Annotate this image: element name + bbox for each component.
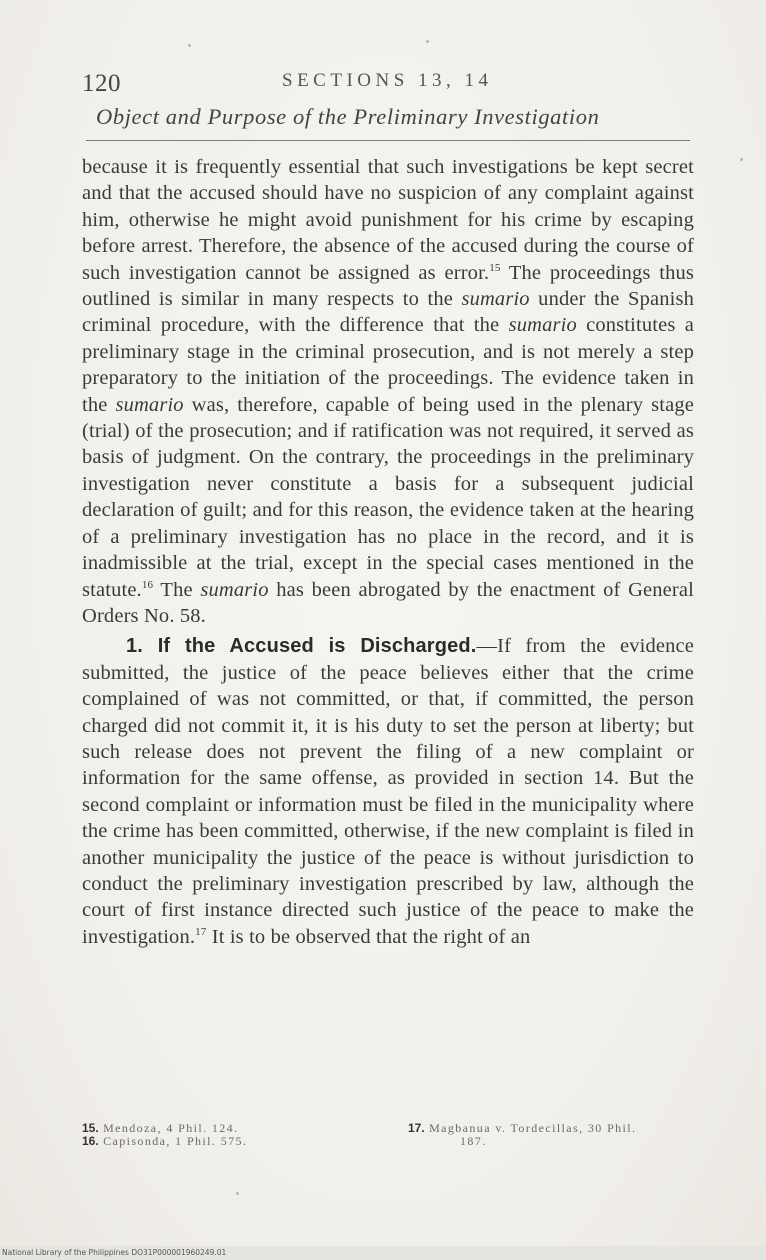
header-rule bbox=[86, 140, 690, 141]
paper-speck bbox=[740, 158, 743, 161]
body-text bbox=[82, 154, 694, 950]
text-run: constitutes a preliminary stage in the criminal prosecution, and is not merely a step preparatory to the initiation of the proceedings. The evidence taken in the bbox=[82, 314, 694, 416]
italic-term: sumario bbox=[115, 393, 184, 416]
footnote bbox=[82, 1135, 247, 1148]
footnote bbox=[408, 1122, 636, 1135]
footnote-text: Mendoza, 4 Phil. 124. bbox=[98, 1121, 239, 1135]
paper-speck bbox=[188, 44, 191, 47]
section-heading: 1. If the Accused is Discharged. bbox=[126, 635, 477, 658]
paper-speck bbox=[236, 1192, 239, 1195]
text-run: under the Spanish criminal procedure, with the difference that the bbox=[82, 288, 694, 337]
paragraph bbox=[82, 154, 694, 629]
page-number: 120 bbox=[82, 70, 121, 97]
paper-speck bbox=[426, 40, 429, 43]
footnote-ref: 15 bbox=[489, 261, 501, 274]
text-run: The bbox=[153, 578, 201, 601]
footnotes-right-column bbox=[408, 1122, 636, 1148]
footnote-ref: 16 bbox=[141, 578, 154, 591]
footnote-text: Capisonda, 1 Phil. 575. bbox=[98, 1134, 248, 1148]
text-run: —If from the evidence submitted, the justice of the peace believes either that the crime complained of was not committed, or that, if committed, the person charged did not commit it, it is his duty to set the person at liberty; but such release does not prevent the filing of a new complaint or information for the same offense, as provided in section 14. But the second complaint or information must be filed in the municipality where the crime has been committed, otherwise, if the new complaint is filed in another municipality the justice of the peace is without jurisdiction to conduct the preliminary investigation prescribed by law, although the court of first instance directed such justice of the peace to make the investigation. bbox=[82, 635, 694, 948]
italic-term: sumario bbox=[508, 314, 577, 337]
running-head: SECTIONS 13, 14 bbox=[282, 70, 493, 91]
section-subtitle: Object and Purpose of the Preliminary Investigation bbox=[96, 104, 600, 129]
italic-term: sumario bbox=[200, 578, 269, 601]
paragraph bbox=[82, 633, 694, 950]
text-run: because it is frequently essential that such investigations be kept secret and that the accused should have no suspicion of any complaint against him, otherwise he might avoid punishment for his crime by escaping before arrest. Therefore, the absence of the accused during the course of such investigation cannot be assigned as error. bbox=[82, 156, 694, 284]
page-header bbox=[82, 66, 682, 100]
footnote-number: 16. bbox=[82, 1134, 99, 1148]
footnote-continuation: 187. bbox=[460, 1134, 487, 1148]
text-run: has been abrogated by the enactment of General Orders No. 58. bbox=[82, 578, 694, 627]
footnote-number: 15. bbox=[82, 1121, 99, 1135]
footnotes-left-column bbox=[82, 1122, 247, 1148]
text-run: was, therefore, capable of being used in the plenary stage (trial) of the prosecution; and if ratification was not required, it served as basis of judgment. On the contrary, the proceedings in the preliminary investigation never constitute a basis for a subsequent judicial declaration of guilt; and for this reason, the evidence taken at the hearing of a preliminary investigation has no place in the record, and it is inadmissible at the trial, except in the special cases mentioned in the statute. bbox=[82, 393, 694, 601]
text-run: The proceedings thus outlined is similar in many respects to the bbox=[82, 261, 694, 311]
footnote-text: Magbanua v. Tordecillas, 30 Phil. bbox=[424, 1121, 637, 1135]
footnote-number: 17. bbox=[408, 1121, 425, 1135]
italic-term: sumario bbox=[461, 288, 530, 311]
library-watermark: National Library of the Philippines DO31P000001960249.01 bbox=[2, 1248, 227, 1257]
footnote-ref: 17 bbox=[195, 925, 207, 938]
text-run: It is to be observed that the right of an bbox=[206, 925, 531, 948]
